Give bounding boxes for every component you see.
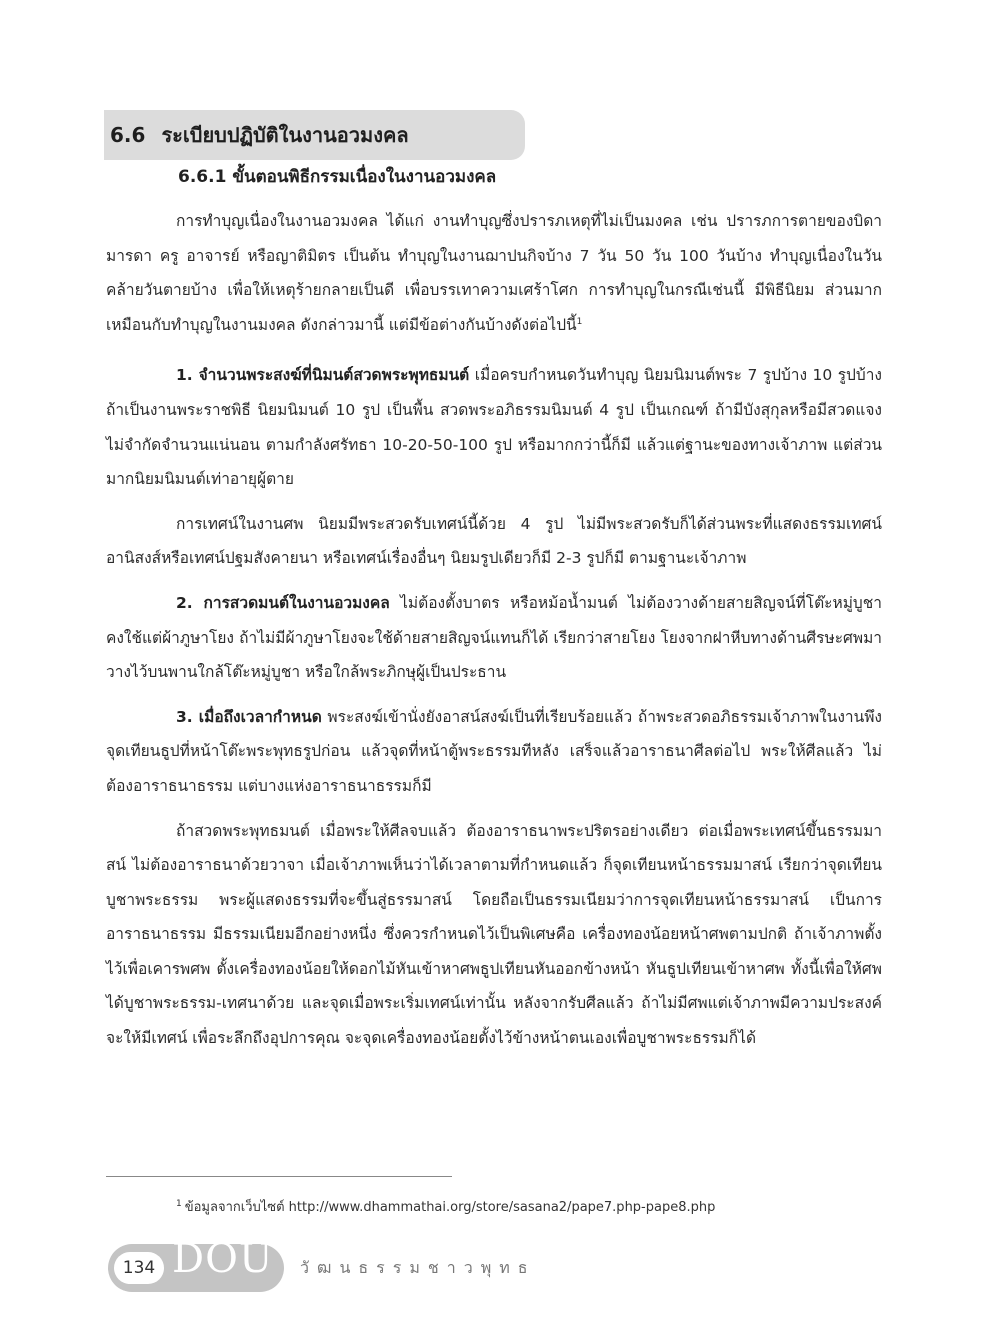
paragraph-item-1 <box>106 358 882 496</box>
item-1-text: เมื่อครบกำหนดวันทำบุญ นิยมนิมนต์พระ 7 รูปบ้าง 10 รูปบ้าง ถ้าเป็นงานพระราชพิธี นิยมนิมนต์ 10 รูป เป็นพื้น สวดพระอภิธรรมนิมนต์ 4 รูป เป็นเกณฑ์ ถ้ามีบังสุกุลหรือมีสวดแจง ไม่จำกัดจำนวนแน่นอน ตามกำลังศรัทธา 10-20-50-100 รูป หรือมากกว่านี้ก็มี แล้วแต่ฐานะของทางเจ้าภาพ แต่ส่วนมากนิยมนิมนต์เท่าอายุผู้ตาย <box>106 366 882 489</box>
paragraph-item-3 <box>106 700 882 804</box>
paragraph-item-2 <box>106 586 882 690</box>
item-2-heading: 2. การสวดมนต์ในงานอวมงคล <box>176 593 390 612</box>
paragraph-intro <box>106 204 882 342</box>
footnote-reference[interactable]: 1 <box>576 316 583 327</box>
item-3-text: พระสงฆ์เข้านั่งยังอาสน์สงฆ์เป็นที่เรียบร้อยแล้ว ถ้าพระสวดอภิธรรมเจ้าภาพในงานพึงจุดเทียนธูปที่หน้าโต๊ะพระพุทธรูปก่อน แล้วจุดที่หน้าตู้พระธรรมทีหลัง เสร็จแล้วอาราธนาศีลต่อไป พระให้ศีลแล้ว ไม่ต้องอาราธนาธรรม แต่บางแห่งอาราธนาธรรมก็มี <box>106 707 882 795</box>
footnote <box>176 1196 715 1217</box>
item-3-heading: 3. เมื่อถึงเวลากำหนด <box>176 707 322 726</box>
section-number: 6.6 <box>110 123 146 147</box>
section-title: ระเบียบปฏิบัติในงานอวมงคล <box>161 123 409 147</box>
book-title: วัฒนธรรมชาวพุทธ <box>300 1258 536 1277</box>
intro-text: การทำบุญเนื่องในงานอวมงคล ได้แก่ งานทำบุญซึ่งปรารภเหตุที่ไม่เป็นมงคล เช่น ปรารภการตายของบิดามารดา ครู อาจารย์ หรือญาติมิตร เป็นต้น ทำบุญในงานฌาปนกิจบ้าง 7 วัน 50 วัน 100 วันบ้าง ทำบุญเนื่องในวันคล้ายวันตายบ้าง เพื่อให้เหตุร้ายกลายเป็นดี เพื่อบรรเทาความเศร้าโศก การทำบุญในกรณีเช่นนี้ มีพิธีนิยม ส่วนมากเหมือนกับทำบุญในงานมงคล ดังกล่าวมานี้ แต่มีข้อต่างกันบ้างดังต่อไปนี้ <box>106 212 882 334</box>
section-header <box>104 110 525 160</box>
item-2-text: ไม่ต้องตั้งบาตร หรือหม้อน้ำมนต์ ไม่ต้องวางด้ายสายสิญจน์ที่โต๊ะหมู่บูชา คงใช้แต่ผ้าภูษาโยง ถ้าไม่มีผ้าภูษาโยงจะใช้ด้ายสายสิญจน์แทนก็ได้ เรียกว่าสายโยง โยงจากฝาหีบทางด้านศีรษะศพมาวางไว้บนพานใกล้โต๊ะหมู่บูชา หรือใกล้พระภิกษุผู้เป็นประธาน <box>106 593 882 682</box>
paragraph-item-3-extra: ถ้าสวดพระพุทธมนต์ เมื่อพระให้ศีลจบแล้ว ต้องอาราธนาพระปริตรอย่างเดียว ต่อเมื่อพระเทศน์ขึ้นธรรมมาสน์ ไม่ต้องอาราธนาด้วยวาจา เมื่อเจ้าภาพเห็นว่าได้เวลาตามที่กำหนดแล้ว ก็จุดเทียนหน้าธรรมมาสน์ เรียกว่าจุดเทียนบูชาพระธรรม พระผู้แสดงธรรมที่จะขึ้นสู่ธรรมาสน์ โดยถือเป็นธรรมเนียมว่าการจุดเทียนหน้าธรรมาสน์ เป็นการอาราธนาธรรม มีธรรมเนียมอีกอย่างหนึ่ง ซึ่งควรกำหนดไว้เป็นพิเศษคือ เครื่องทองน้อยหน้าศพตามปกติ ถ้าเจ้าภาพตั้งไว้เพื่อเคารพศพ ตั้งเครื่องทองน้อยให้ดอกไม้หันเข้าหาศพธูปเทียนหันออกข้างหน้า หันธูปเทียนเข้าหาศพ ทั้งนี้เพื่อให้ศพได้บูชาพระธรรม-เทศนาด้วย และจุดเมื่อพระเริ่มเทศน์เท่านั้น หลังจากรับศีลแล้ว ถ้าไม่มีศพแต่เจ้าภาพมีความประสงค์จะให้มีเทศน์ เพื่อระลึกถึงอุปการคุณ จะจุดเครื่องทองน้อยตั้งไว้ข้างหน้าตนเองเพื่อบูชาพระธรรมก็ได้ <box>106 821 882 1048</box>
body-text <box>106 204 882 1066</box>
footnote-divider <box>106 1176 452 1177</box>
dou-logo: DOU <box>172 1236 274 1282</box>
item-1-heading: 1. จำนวนพระสงฆ์ที่นิมนต์สวดพระพุทธมนต์ <box>176 366 470 385</box>
footnote-mark: 1 <box>176 1198 182 1209</box>
footnote-text: ข้อมูลจากเว็บไซต์ http://www.dhammathai.org/store/sasana2/pape7.php-pape8.php <box>184 1200 716 1215</box>
subsection-title: 6.6.1 ขั้นตอนพิธีกรรมเนื่องในงานอวมงคล <box>178 167 497 187</box>
paragraph-item-1-extra: การเทศน์ในงานศพ นิยมมีพระสวดรับเทศน์นี้ด้วย 4 รูป ไม่มีพระสวดรับก็ได้ส่วนพระที่แสดงธรรมเทศน์อานิสงส์หรือเทศน์ปฐมสังคายนา หรือเทศน์เรื่องอื่นๆ นิยมรูปเดียวก็มี 2-3 รูปก็มี ตามฐานะเจ้าภาพ <box>106 514 882 568</box>
page-number: 134 <box>114 1252 164 1284</box>
